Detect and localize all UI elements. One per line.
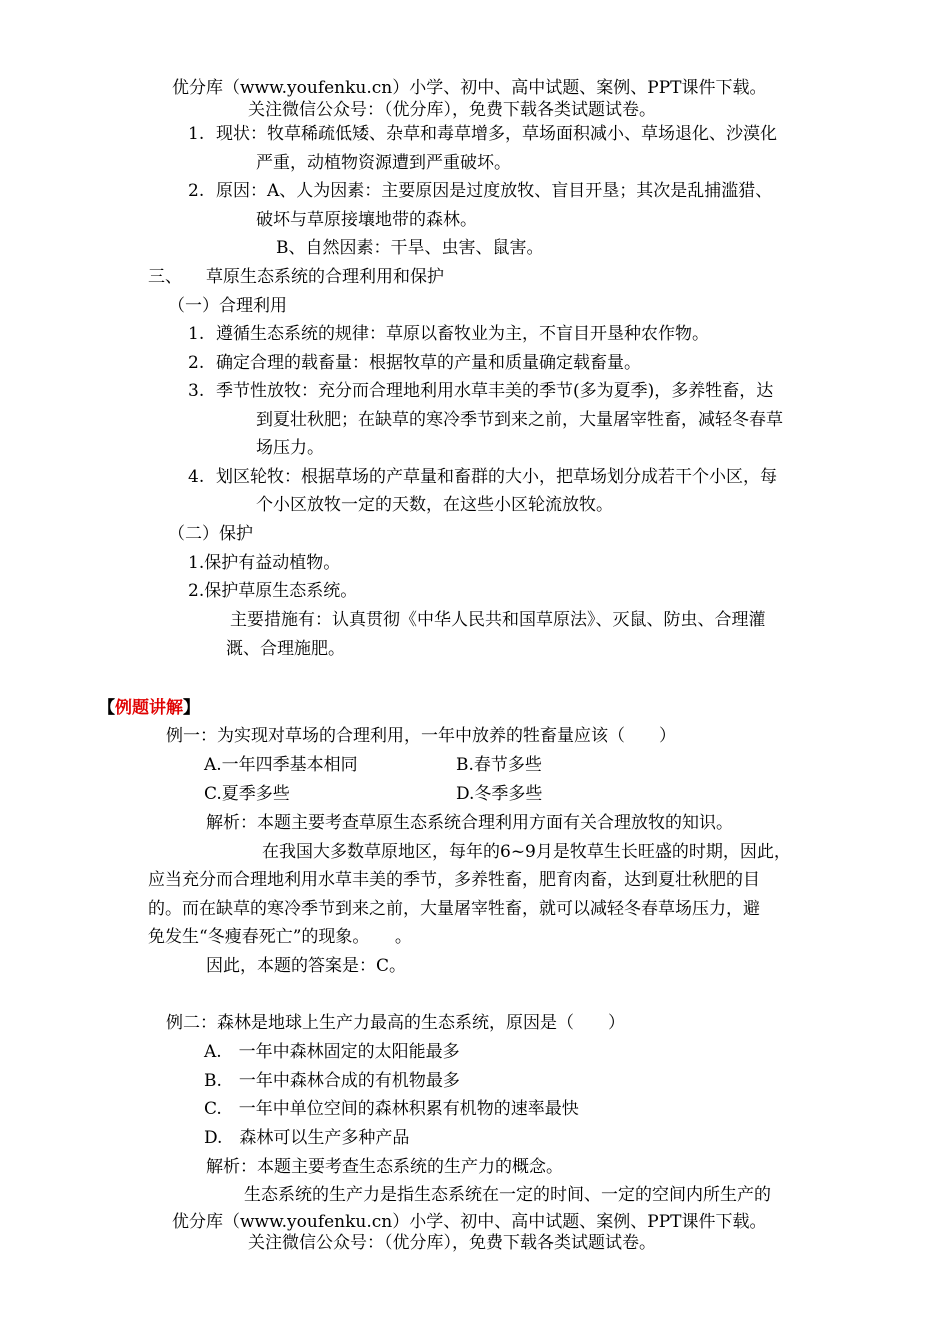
- example1-analysis-line-2: 在我国大多数草原地区，每年的6~9月是牧草生长旺盛的时期，因此，: [262, 842, 791, 862]
- example2-option-d: D. 森林可以生产多种产品: [204, 1128, 410, 1148]
- example2-analysis-cont: 生态系统的生产力是指生态系统在一定的时间、一定的空间内所生产的: [244, 1185, 771, 1205]
- use-item-1-text: 遵循生态系统的规律：草原以畜牧业为主，不盲目开垦种农作物。: [216, 324, 709, 344]
- use-item-2-number: 2.: [188, 353, 205, 373]
- status-item-number: 1.: [188, 124, 205, 144]
- footer-line-1: 优分库（www.youfenku.cn）小学、初中、高中试题、案例、PPT课件下载。: [172, 1212, 767, 1232]
- example-heading-title: 例题讲解: [115, 698, 183, 718]
- header-line-2: 关注微信公众号：（优分库），免费下载各类试题试卷。: [248, 100, 656, 120]
- measures-line-2: 溉、合理施肥。: [226, 639, 345, 659]
- use-item-3-line-3: 场压力。: [256, 438, 324, 458]
- use-item-3-number: 3.: [188, 381, 205, 401]
- use-item-4-line-1: 划区轮牧：根据草场的产草量和畜群的大小，把草场划分成若干个小区，每: [216, 467, 777, 487]
- cause-b-line: B、自然因素：干旱、虫害、鼠害。: [276, 238, 544, 258]
- example1-option-b: B.春节多些: [456, 755, 542, 775]
- use-item-3-line-1: 季节性放牧：充分而合理地利用水草丰美的季节(多为夏季)，多养牲畜，达: [216, 381, 774, 401]
- example2-option-a: A. 一年中森林固定的太阳能最多: [204, 1042, 460, 1062]
- example2-option-c: C. 一年中单位空间的森林积累有机物的速率最快: [204, 1099, 579, 1119]
- cause-item-line-2: 破坏与草原接壤地带的森林。: [256, 210, 477, 230]
- example1-option-d: D.冬季多些: [456, 784, 543, 804]
- example1-analysis-line-5: 免发生“冬瘦春死亡”的现象。 。: [148, 927, 412, 947]
- cause-item-line-1: 原因：A、人为因素：主要原因是过度放牧、盲目开垦；其次是乱捕滥猎、: [216, 181, 773, 201]
- example1-analysis-line-1: 解析：本题主要考查草原生态系统合理利用方面有关合理放牧的知识。: [206, 813, 733, 833]
- example1-answer: 因此，本题的答案是：C。: [206, 956, 407, 976]
- use-item-4-number: 4.: [188, 467, 205, 487]
- status-item-line-2: 严重，动植物资源遭到严重破坏。: [256, 153, 511, 173]
- example1-analysis-line-3: 应当充分而合理地利用水草丰美的季节，多养牲畜，肥育肉畜，达到夏壮秋肥的目: [148, 870, 760, 890]
- example-heading-close: 】: [183, 698, 200, 718]
- use-item-4-line-2: 个小区放牧一定的天数，在这些小区轮流放牧。: [256, 495, 613, 515]
- example2-analysis: 解析：本题主要考查生态系统的生产力的概念。: [206, 1157, 563, 1177]
- use-item-1-number: 1.: [188, 324, 205, 344]
- cause-item-number: 2.: [188, 181, 205, 201]
- protect-item-2: 2.保护草原生态系统。: [188, 581, 358, 601]
- measures-line-1: 主要措施有：认真贯彻《中华人民共和国草原法》、灭鼠、防虫、合理灌: [230, 610, 766, 630]
- example-heading-open: 【: [98, 698, 115, 718]
- section3-title: 草原生态系统的合理利用和保护: [206, 267, 444, 287]
- example2-option-b: B. 一年中森林合成的有机物最多: [204, 1071, 460, 1091]
- example2-question: 例二：森林是地球上生产力最高的生态系统，原因是（ ）: [166, 1013, 625, 1033]
- section3-number: 三、: [148, 267, 182, 287]
- example1-question: 例一：为实现对草场的合理利用，一年中放养的牲畜量应该（ ）: [166, 726, 676, 746]
- use-item-2-text: 确定合理的载畜量：根据牧草的产量和质量确定载畜量。: [216, 353, 641, 373]
- use-item-3-line-2: 到夏壮秋肥；在缺草的寒冷季节到来之前，大量屠宰牲畜，减轻冬春草: [256, 410, 783, 430]
- header-line-1: 优分库（www.youfenku.cn）小学、初中、高中试题、案例、PPT课件下载。: [172, 78, 767, 98]
- example-heading: [98, 697, 200, 719]
- example1-analysis-line-4: 的。而在缺草的寒冷季节到来之前，大量屠宰牲畜，就可以减轻冬春草场压力，避: [148, 899, 760, 919]
- status-item-line-1: 现状：牧草稀疏低矮、杂草和毒草增多，草场面积减小、草场退化、沙漠化: [216, 124, 777, 144]
- footer-line-2: 关注微信公众号：（优分库），免费下载各类试题试卷。: [248, 1233, 656, 1253]
- example1-option-a: A.一年四季基本相同: [204, 755, 358, 775]
- example1-option-c: C.夏季多些: [204, 784, 290, 804]
- subsection-2-title: （二）保护: [168, 524, 253, 544]
- protect-item-1: 1.保护有益动植物。: [188, 553, 341, 573]
- subsection-1-title: （一）合理利用: [168, 296, 287, 316]
